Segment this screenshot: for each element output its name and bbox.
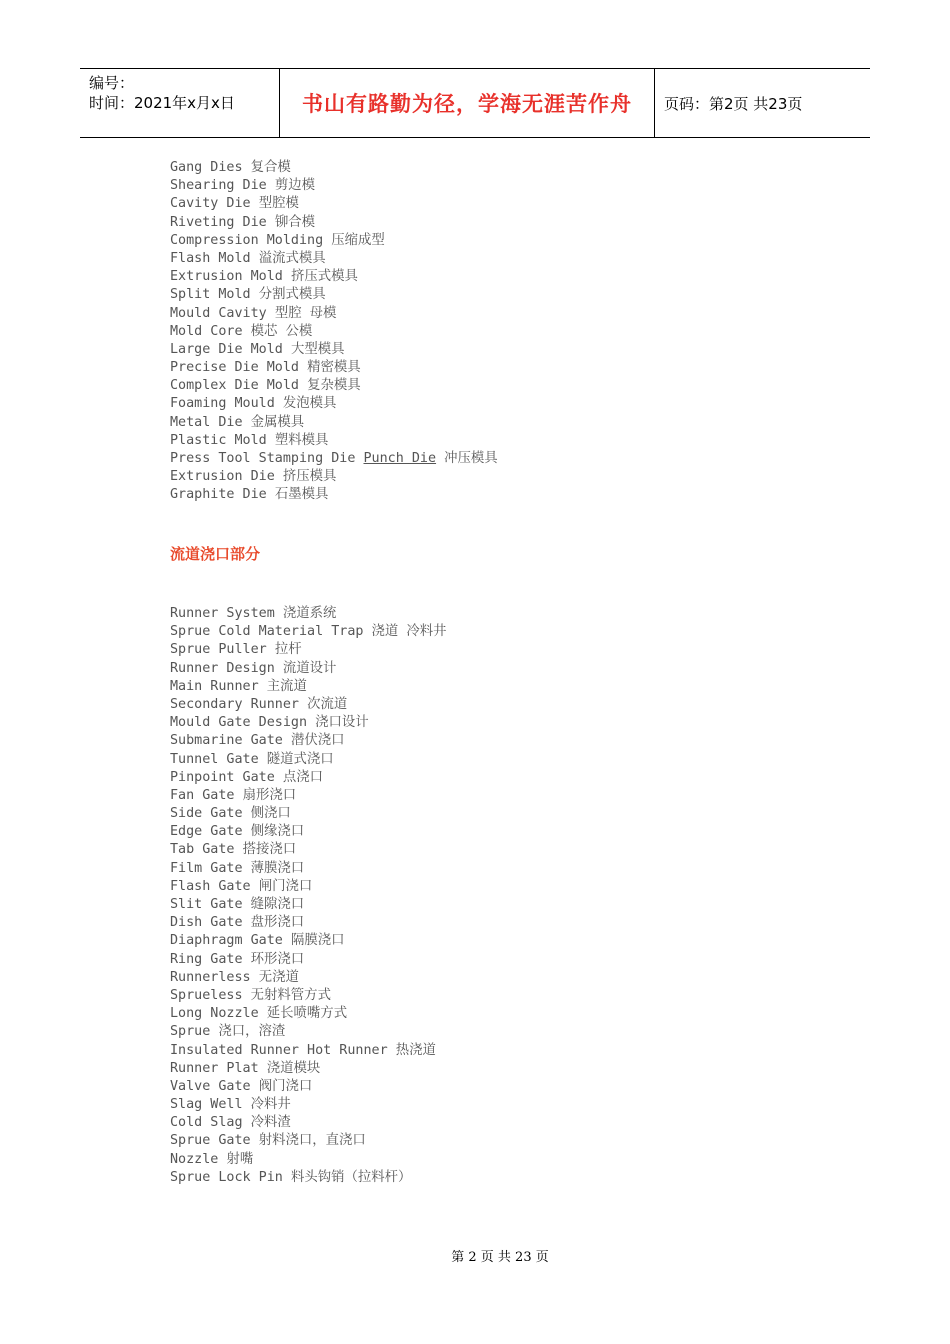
term-item bbox=[170, 641, 447, 659]
term-english: Extrusion Mold bbox=[170, 269, 283, 285]
term-item bbox=[170, 1005, 447, 1023]
header-page-info: 页码：第2页 共23页 bbox=[664, 94, 803, 113]
term-english: Gang Dies bbox=[170, 160, 243, 175]
term-english: Sprue Lock Pin bbox=[170, 1169, 283, 1185]
term-english: Cold Slag bbox=[170, 1115, 243, 1131]
term-english: Riveting Die bbox=[170, 214, 267, 230]
term-english: Slag Well bbox=[170, 1097, 243, 1113]
term-item bbox=[170, 1132, 447, 1150]
term-english: Runnerless bbox=[170, 969, 251, 985]
term-item bbox=[170, 450, 498, 468]
term-chinese: 铆合模 bbox=[274, 214, 315, 230]
term-chinese: 次流道 bbox=[307, 696, 348, 712]
term-item bbox=[170, 1096, 447, 1114]
term-item bbox=[170, 432, 498, 450]
term-chinese: 侧浇口 bbox=[250, 806, 291, 822]
term-item bbox=[170, 268, 498, 286]
term-item bbox=[170, 605, 447, 623]
term-item bbox=[170, 195, 498, 213]
term-english: Runner Plat bbox=[170, 1060, 259, 1076]
term-english: Film Gate bbox=[170, 860, 243, 876]
term-item bbox=[170, 660, 447, 678]
term-chinese: 石墨模具 bbox=[274, 487, 329, 503]
term-chinese: 塑料模具 bbox=[274, 432, 329, 448]
term-chinese: 热浇道 bbox=[395, 1042, 436, 1058]
term-item bbox=[170, 214, 498, 232]
term-chinese: 无浇道 bbox=[258, 969, 299, 985]
term-english: Sprue Puller bbox=[170, 642, 267, 658]
term-chinese: 浇道系统 bbox=[282, 606, 337, 621]
term-english: Tab Gate bbox=[170, 842, 235, 858]
term-chinese: 侧缘浇口 bbox=[250, 824, 305, 840]
term-english: Flash Mold bbox=[170, 250, 251, 266]
term-item bbox=[170, 359, 498, 377]
term-item bbox=[170, 914, 447, 932]
mold-term-list bbox=[170, 159, 498, 505]
term-item bbox=[170, 932, 447, 950]
term-item bbox=[170, 159, 498, 177]
term-chinese: 延长喷嘴方式 bbox=[266, 1006, 348, 1022]
term-chinese: 模芯 公模 bbox=[250, 323, 313, 339]
term-english: Flash Gate bbox=[170, 878, 251, 894]
term-english: Sprue bbox=[170, 1024, 211, 1040]
term-english: Long Nozzle bbox=[170, 1006, 259, 1022]
term-item bbox=[170, 805, 447, 823]
term-chinese: 无射料管方式 bbox=[250, 987, 331, 1003]
term-english: Fan Gate bbox=[170, 787, 235, 803]
term-item bbox=[170, 323, 498, 341]
term-item bbox=[170, 286, 498, 304]
number-label: 编号： bbox=[89, 74, 135, 92]
term-english: Press Tool Stamping Die bbox=[170, 451, 356, 466]
term-english: Foaming Mould bbox=[170, 396, 275, 412]
term-chinese: 大型模具 bbox=[290, 341, 345, 357]
term-chinese: 射料浇口，直浇口 bbox=[258, 1133, 366, 1149]
term-english: Precise Die Mold bbox=[170, 360, 299, 376]
term-item bbox=[170, 841, 447, 859]
term-english: Main Runner bbox=[170, 678, 259, 694]
term-english: Mould Gate Design bbox=[170, 715, 308, 731]
term-item bbox=[170, 987, 447, 1005]
page-header bbox=[80, 68, 870, 138]
term-chinese: 缝隙浇口 bbox=[250, 897, 305, 912]
runner-gate-term-list bbox=[170, 605, 447, 1187]
header-meta bbox=[80, 69, 280, 137]
term-english: Mould Cavity bbox=[170, 305, 267, 321]
term-item bbox=[170, 732, 447, 750]
term-chinese: 发泡模具 bbox=[282, 396, 337, 412]
term-item bbox=[170, 623, 447, 641]
term-english: Compression Molding bbox=[170, 232, 324, 248]
term-chinese: 拉杆 bbox=[274, 642, 302, 658]
term-english: Secondary Runner bbox=[170, 696, 299, 712]
term-item bbox=[170, 696, 447, 714]
term-chinese: 射嘴 bbox=[226, 1151, 254, 1167]
term-chinese: 挤压式模具 bbox=[290, 269, 358, 285]
term-english: Diaphragm Gate bbox=[170, 933, 283, 949]
page-footer: 第 2 页 共 23 页 bbox=[451, 1250, 549, 1265]
term-english: Runner Design bbox=[170, 660, 275, 676]
term-item bbox=[170, 395, 498, 413]
term-chinese: 复杂模具 bbox=[307, 378, 361, 394]
term-item bbox=[170, 1042, 447, 1060]
term-chinese: 冲压模具 bbox=[444, 451, 498, 466]
term-item bbox=[170, 1060, 447, 1078]
term-english: Sprueless bbox=[170, 987, 243, 1003]
term-chinese: 盘形浇口 bbox=[250, 915, 305, 931]
term-english: Split Mold bbox=[170, 287, 251, 303]
header-page-cell bbox=[655, 69, 870, 137]
term-chinese: 闸门浇口 bbox=[258, 878, 313, 894]
term-item bbox=[170, 787, 447, 805]
term-item bbox=[170, 305, 498, 323]
term-english: Large Die Mold bbox=[170, 341, 283, 357]
term-chinese: 溢流式模具 bbox=[258, 250, 326, 266]
term-chinese: 扇形浇口 bbox=[242, 787, 297, 803]
term-chinese: 主流道 bbox=[266, 678, 307, 694]
term-english: Mold Core bbox=[170, 323, 243, 339]
term-english: Submarine Gate bbox=[170, 733, 283, 749]
term-item bbox=[170, 1114, 447, 1132]
term-english: Valve Gate bbox=[170, 1078, 251, 1094]
term-english: Edge Gate bbox=[170, 824, 243, 840]
term-english: Sprue Cold Material Trap bbox=[170, 624, 364, 640]
term-item bbox=[170, 414, 498, 432]
term-item bbox=[170, 769, 447, 787]
term-english: Dish Gate bbox=[170, 915, 243, 931]
term-english: Plastic Mold bbox=[170, 432, 267, 448]
term-item bbox=[170, 1023, 447, 1041]
term-item bbox=[170, 860, 447, 878]
term-chinese: 浇道模块 bbox=[266, 1060, 321, 1076]
term-item bbox=[170, 1078, 447, 1096]
time-label: 时间：2021年x月x日 bbox=[89, 94, 235, 112]
term-chinese: 浇口，溶渣 bbox=[218, 1024, 286, 1040]
term-link[interactable]: Punch Die bbox=[363, 451, 437, 466]
term-chinese: 隔膜浇口 bbox=[290, 933, 345, 949]
term-item bbox=[170, 377, 498, 395]
term-chinese: 挤压模具 bbox=[282, 469, 337, 485]
term-item bbox=[170, 678, 447, 696]
term-english: Extrusion Die bbox=[170, 469, 275, 485]
term-english: Ring Gate bbox=[170, 951, 243, 967]
term-chinese: 型腔模 bbox=[258, 196, 299, 212]
term-english: Shearing Die bbox=[170, 178, 267, 194]
term-item bbox=[170, 878, 447, 896]
term-chinese: 精密模具 bbox=[307, 360, 361, 376]
term-item bbox=[170, 751, 447, 769]
term-chinese: 复合模 bbox=[250, 160, 291, 175]
term-chinese: 剪边模 bbox=[274, 178, 315, 194]
term-item bbox=[170, 1151, 447, 1169]
term-item bbox=[170, 250, 498, 268]
term-chinese: 搭接浇口 bbox=[242, 842, 297, 858]
term-chinese: 阀门浇口 bbox=[258, 1078, 313, 1094]
term-english: Nozzle bbox=[170, 1151, 219, 1167]
term-chinese: 点浇口 bbox=[282, 769, 324, 785]
term-chinese: 分割式模具 bbox=[258, 287, 326, 303]
term-chinese: 隧道式浇口 bbox=[266, 751, 334, 767]
term-item bbox=[170, 969, 447, 987]
term-chinese: 金属模具 bbox=[250, 414, 305, 430]
term-english: Insulated Runner Hot Runner bbox=[170, 1042, 388, 1058]
term-chinese: 型腔 母模 bbox=[274, 305, 337, 321]
term-chinese: 潜伏浇口 bbox=[290, 733, 345, 749]
term-item bbox=[170, 468, 498, 486]
term-item bbox=[170, 1169, 447, 1187]
term-item bbox=[170, 341, 498, 359]
term-english: Slit Gate bbox=[170, 897, 243, 912]
term-chinese: 料头钩销（拉料杆） bbox=[290, 1169, 412, 1185]
term-english: Tunnel Gate bbox=[170, 751, 259, 767]
term-chinese: 冷料渣 bbox=[250, 1115, 291, 1131]
term-chinese: 薄膜浇口 bbox=[250, 860, 305, 876]
term-english: Side Gate bbox=[170, 806, 243, 822]
term-chinese: 浇道 冷料井 bbox=[371, 624, 447, 640]
term-chinese: 冷料井 bbox=[250, 1097, 291, 1113]
term-english: Complex Die Mold bbox=[170, 378, 299, 394]
term-item bbox=[170, 177, 498, 195]
term-item bbox=[170, 714, 447, 732]
term-chinese: 压缩成型 bbox=[331, 232, 385, 248]
section-title: 流道浇口部分 bbox=[170, 545, 261, 563]
term-english: Sprue Gate bbox=[170, 1133, 251, 1149]
term-item bbox=[170, 823, 447, 841]
term-english: Metal Die bbox=[170, 414, 243, 430]
term-english: Runner System bbox=[170, 606, 275, 621]
term-item bbox=[170, 232, 498, 250]
term-english: Graphite Die bbox=[170, 487, 267, 503]
term-english: Pinpoint Gate bbox=[170, 769, 275, 785]
term-item bbox=[170, 486, 498, 504]
term-chinese: 环形浇口 bbox=[250, 951, 305, 967]
term-chinese: 流道设计 bbox=[282, 660, 337, 676]
term-chinese: 浇口设计 bbox=[315, 715, 369, 731]
header-motto: 书山有路勤为径，学海无涯苦作舟 bbox=[302, 92, 632, 116]
header-motto-cell bbox=[280, 69, 655, 137]
term-item bbox=[170, 896, 447, 914]
term-english: Cavity Die bbox=[170, 196, 251, 212]
term-item bbox=[170, 951, 447, 969]
